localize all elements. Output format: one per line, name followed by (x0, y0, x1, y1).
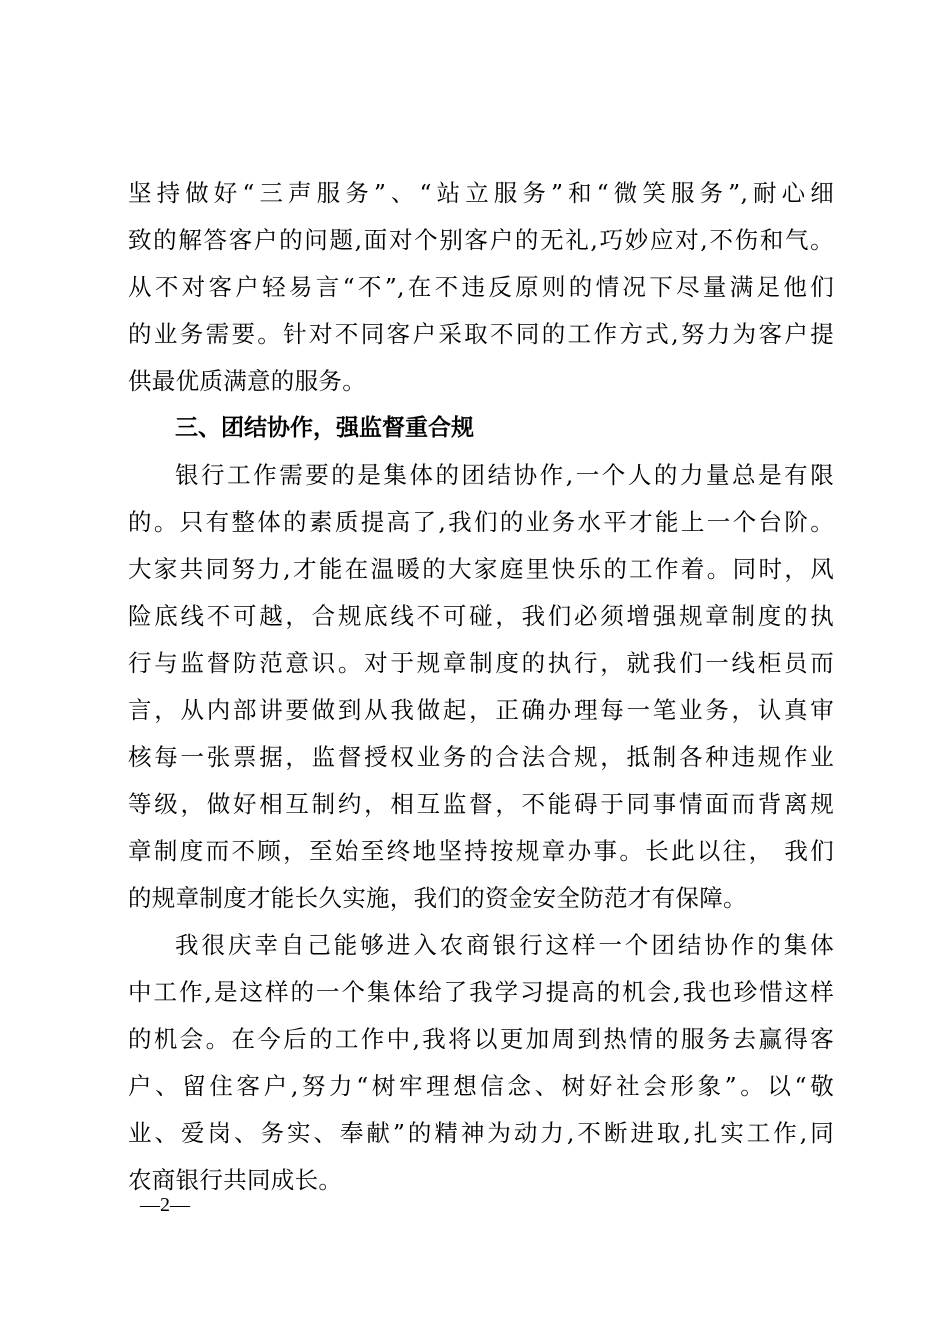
text-line: 章制度而不顾，至始至终地坚持按规章办事。长此以往， 我们 (128, 837, 834, 865)
paragraph-service (128, 170, 834, 405)
text-line: 坚持做好“三声服务”、“站立服务”和“微笑服务”,耐心细 (128, 179, 834, 207)
text-line: 致的解答客户的问题,面对个别客户的无礼,巧妙应对,不伤和气。 (128, 226, 834, 254)
text-line: 核每一张票据，监督授权业务的合法合规，抵制各种违规作业 (128, 743, 834, 771)
section-heading: 三、团结协作，强监督重合规 (175, 415, 474, 441)
text-line: 言，从内部讲要做到从我做起，正确办理每一笔业务，认真审 (128, 696, 834, 724)
text-line: 的。只有整体的素质提高了,我们的业务水平才能上一个台阶。 (128, 508, 834, 536)
text-line: 我很庆幸自己能够进入农商银行这样一个团结协作的集体 (175, 931, 834, 959)
text-line: 的规章制度才能长久实施，我们的资金安全防范才有保障。 (128, 884, 747, 912)
text-line: 从不对客户轻易言“不”,在不违反原则的情况下尽量满足他们 (128, 273, 834, 301)
text-line: 银行工作需要的是集体的团结协作,一个人的力量总是有限 (175, 461, 834, 489)
text-line: 业、爱岗、务实、奉献”的精神为动力,不断进取,扎实工作,同 (128, 1119, 834, 1147)
text-line: 供最优质满意的服务。 (128, 367, 366, 395)
text-line: 中工作,是这样的一个集体给了我学习提高的机会,我也珍惜这样 (128, 978, 834, 1006)
paragraph-teamwork (128, 452, 834, 922)
text-line: 行与监督防范意识。对于规章制度的执行，就我们一线柜员而 (128, 649, 834, 677)
text-line: 的业务需要。针对不同客户采取不同的工作方式,努力为客户提 (128, 320, 834, 348)
text-line: 大家共同努力,才能在温暖的大家庭里快乐的工作着。同时，风 (128, 555, 834, 583)
text-line: 险底线不可越，合规底线不可碰，我们必须增强规章制度的执 (128, 602, 834, 630)
text-line: 农商银行共同成长。 (128, 1166, 343, 1194)
page-number: —2— (140, 1194, 190, 1216)
document-body (128, 170, 834, 1204)
text-line: 等级，做好相互制约，相互监督，不能碍于同事情面而背离规 (128, 790, 834, 818)
text-line: 的机会。在今后的工作中,我将以更加周到热情的服务去赢得客 (128, 1025, 834, 1053)
paragraph-conclusion (128, 922, 834, 1204)
text-line: 户、留住客户,努力“树牢理想信念、树好社会形象”。以“敬 (128, 1072, 834, 1100)
